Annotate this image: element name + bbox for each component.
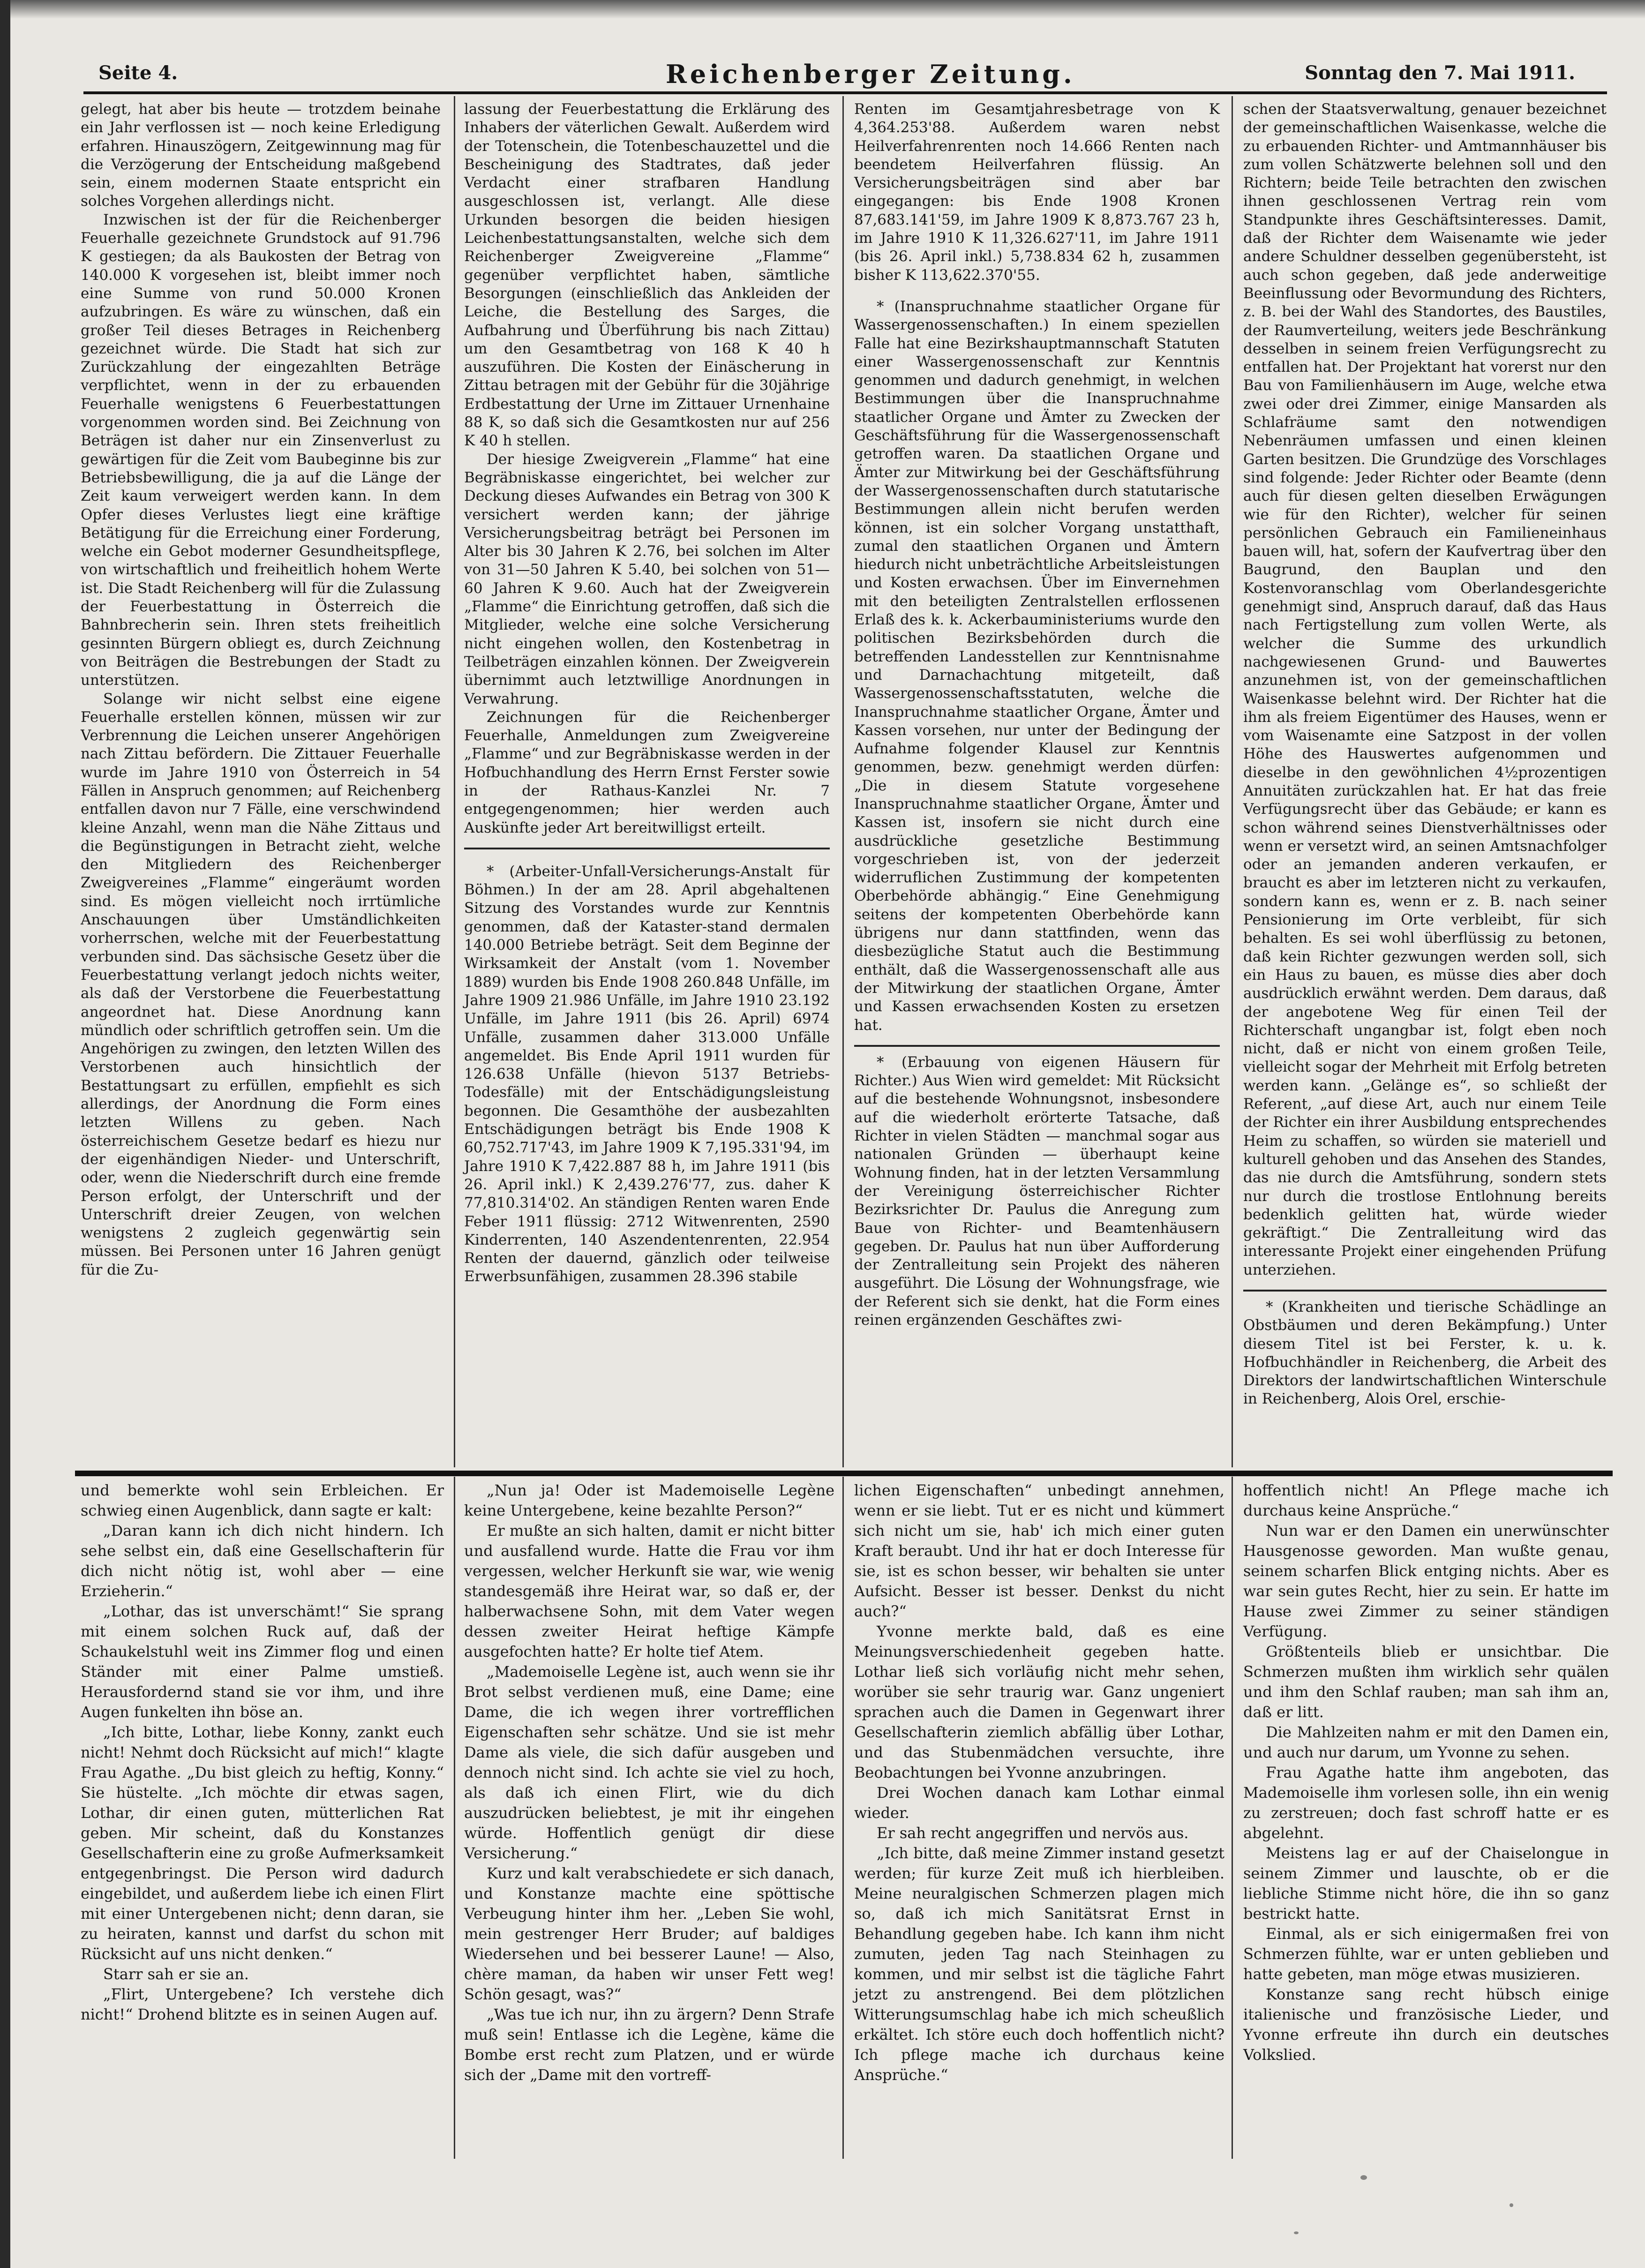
article-paragraph: * (Inanspruchnahme staatlicher Organe für Wassergenossenschaften.) In einem speziellen Falle hat eine Bezirkshauptmannschaft Statuten einer Wassergenossenschaft zur Kenntnis genommen und dadurch genehmigt, in welchen Bestimmungen über die Inanspruchnahme staatlicher Organe und Ämter zu Zwecken der Geschäftsführung für die Wassergenossenschaft getroffen waren. Da staatlichen Organe und Ämter zur Mitwirkung bei der Geschäftsführung der Wassergenossenschaften durch statutarische Bestimmungen allein nicht berufen werden können, ist ein solcher Vorgang unstatthaft, zumal den staatlichen Organen und Ämtern hiedurch nicht unbeträchtliche Arbeitsleistungen und Kosten erwachsen. Über im Einvernehmen mit den beteiligten Zentralstellen erflossenen Erlaß des k. k. Ackerbauministeriums wurde den politischen Bezirksbehörden durch die betreffenden Landesstellen zur Kenntnisnahme und Darnachachtung mitgeteilt, daß Wassergenossenschaftsstatuten, welche die Inanspruchnahme staatlicher Organe, Ämter und Kassen vorsehen, nur unter der Bedingung der Aufnahme folgender Klausel zur Kenntnis genommen, bezw. genehmigt werden dürfen: „Die in diesem Statute vorgesehene Inanspruchnahme staatlicher Organe, Ämter und Kassen ist, insofern sie nicht durch eine ausdrückliche gesetzliche Bestimmung vorgeschrieben ist, von der jederzeit widerruflichen Zustimmung der kompetenten Oberbehörde abhängig.“ Eine Genehmigung seitens der kompetenten Oberbehörde kann übrigens nur dann stattfinden, wenn das diesbezügliche Statut auch die Bestimmung enthält, daß die Wassergenossenschaft alle aus der Mitwirkung der staatlichen Organe, Ämter und Kassen erwachsenden Kosten zu ersetzen hat. — [854, 298, 1220, 1034]
novel-paragraph: Er mußte an sich halten, damit er nicht bitter und ausfallend wurde. Hatte die Frau vor ihm vergessen, welcher Herkunft sie war, wie wenig standesgemäß ihre Heirat war, so daß er, der halberwachsene Sohn, mit dem Vater wegen dessen zweiter Heirat heftige Kämpfe ausgefochten hatte? Er holte tief Atem. — [464, 1522, 834, 1660]
article-paragraph: Solange wir nicht selbst eine eigene Feuerhalle erstellen können, müssen wir zur Verbrennung die Leichen unserer Angehörigen nach Zittau befördern. Die Zittauer Feuerhalle wurde im Jahre 1910 von Österreich in 54 Fällen in Anspruch genommen; auf Reichenberg entfallen davon nur 7 Fälle, eine verschwindend kleine Anzahl, wenn man die Nähe Zittaus und die Begünstigungen in Betracht zieht, welche den Mitgliedern des Reichenberger Zweigvereines „Flamme“ eingeräumt worden sind. Es mögen vielleicht noch irrtümliche Anschauungen über Umständlichkeiten vorherrschen, welche mit der Feuerbestattung verbunden sind. Das sächsische Gesetz über die Feuerbestattung verlangt jedoch nichts weiter, als daß der Verstorbene die Feuerbestattung angeordnet hat. Diese Anordnung kann mündlich oder schriftlich getroffen sein. Um die Angehörigen zu zwingen, den letzten Willen des Verstorbenen auch hinsichtlich der Bestattungsart zu erfüllen, empfiehlt es sich allerdings, der Anordnung die Form eines letzten Willens zu geben. Nach österreichischem Gesetze bedarf es hiezu nur der eigenhändigen Nieder- und Unterschrift, oder, wenn die Niederschrift durch eine fremde Person erfolgt, der Unterschrift und der Unterschrift dreier Zeugen, von welchen wenigstens 2 zugleich gegenwärtig sein müssen. Bei Personen unter 16 Jahren genügt für die Zu- — [81, 690, 441, 1278]
novel-paragraph: Meistens lag er auf der Chaiselongue in seinem Zimmer und lauschte, ob er die liebliche Stimme nicht höre, die ihn so ganz bestrickt hatte. — [1243, 1844, 1609, 1923]
article-paragraph: Renten im Gesamtjahresbetrage von K 4,364.253'88. Außerdem waren nebst Heilverfahrenrenten noch 14.666 Renten nach beendetem Heilverfahren flüssig. An Versicherungsbeiträgen sind aber bar eingegangen: bis Ende 1908 Kronen 87,683.141'59, im Jahre 1909 K 8,873.767 23 h, im Jahre 1910 K 11,326.627'11, im Jahre 1911 (bis 26. April inkl.) 5,738.834 62 h, zusammen bisher K 113,622.370'55. — [854, 101, 1220, 284]
novel-paragraph: hoffentlich nicht! An Pflege mache ich durchaus keine Ansprüche.“ — [1243, 1481, 1609, 1519]
news-column-1 — [81, 100, 441, 1279]
novel-paragraph: „Daran kann ich dich nicht hindern. Ich sehe selbst ein, daß eine Gesellschafterin für dich nicht nötig ist, wohl aber — eine Erzieherin.“ — [81, 1522, 444, 1600]
scan-speck — [1360, 2175, 1367, 2180]
article-paragraph: Zeichnungen für die Reichenberger Feuerhalle, Anmeldungen zum Zweigvereine „Flamme“ und zur Begräbniskasse werden in der Hofbuchhandlung des Herrn Ernst Ferster sowie in der Rathaus-Kanzlei Nr. 7 entgegengenommen; hier werden auch Auskünfte jeder Art bereitwilligst erteilt. — [464, 708, 830, 836]
column-divider — [454, 96, 455, 1467]
page-header — [89, 57, 1580, 90]
novel-paragraph: Größtenteils blieb er unsichtbar. Die Schmerzen mußten ihm wirklich sehr quälen und ihm den Schlaf rauben; man sah ihm an, daß er litt. — [1243, 1643, 1609, 1721]
novel-column-3 — [854, 1480, 1224, 2085]
novel-paragraph: Nun war er den Damen ein unerwünschter Hausgenosse geworden. Man wußte genau, seinem scharfen Blick entging nichts. Aber es war sein gutes Recht, hier zu sein. Er hatte im Hause zwei Zimmer zu seiner ständigen Verfügung. — [1243, 1522, 1609, 1640]
novel-paragraph: „Ich bitte, Lothar, liebe Konny, zankt euch nicht! Nehmt doch Rücksicht auf mich!“ klagte Frau Agathe. „Du bist gleich zu heftig, Konny.“ Sie hüstelte. „Ich möchte dir etwas sagen, Lothar, dir einen guten, mütterlichen Rat geben. Mir scheint, daß du Konstanzes Gesellschafterin eine zu große Aufmerksamkeit entgegenbringst. Die Person wird dadurch eingebildet, und außerdem liebe ich einen Flirt mit einer Untergebenen nicht; denn daran, sie zu heiraten, kannst und darfst du schon mit Rücksicht auf uns nicht denken.“ — [81, 1723, 444, 1963]
feuilleton-rule — [75, 1471, 1613, 1476]
article-paragraph: * (Krankheiten und tierische Schädlinge an Obstbäumen und deren Bekämpfung.) Unter diesem Titel ist bei Ferster, k. u. k. Hofbuchhändler in Reichenberg, die Arbeit des Direktors der landwirtschaftlichen Winterschule in Reichenberg, Alois Orel, erschie- — [1243, 1299, 1607, 1408]
article-paragraph: Inzwischen ist der für die Reichenberger Feuerhalle gezeichnete Grundstock auf 91.796 K gestiegen; da als Baukosten der Betrag von 140.000 K vorgesehen ist, bleibt immer noch eine Summe von rund 50.000 Kronen aufzubringen. Es wäre zu wünschen, daß ein großer Teil dieses Betrages in Reichenberg gezeichnet würde. Die Stadt hat sich zur Zurückzahlung der eingezahlten Beträge verpflichtet, wenn in der zu erbauenden Feuerhalle wenigstens 6 Feuerbestattungen vorgenommen worden sind. Bei Zeichnung von Beträgen ist daher nur ein Zinsenverlust zu gewärtigen für die Zeit vom Baubeginne bis zur Betriebsbewilligung, die ja auf die Länge der Zeit kaum verweigert werden kann. In dem Opfer dieses Verlustes liegt eine kräftige Betätigung für die Erreichung einer Forderung, welche ein Gebot moderner Gesundheitspflege, von wirtschaftlich und freiheitlich hohem Werte ist. Die Stadt Reichenberg will für die Zulassung der Feuerbestattung in Österreich die Bahnbrecherin sein. Ihren stets freiheitlich gesinnten Bürgern obliegt es, durch Zeichnung von Beiträgen die Bestrebungen der Stadt zu unterstützen. — [81, 211, 441, 689]
header-rule — [83, 91, 1607, 94]
news-column-2 — [464, 100, 830, 1286]
novel-paragraph: Drei Wochen danach kam Lothar einmal wieder. — [854, 1784, 1224, 1822]
novel-column-2 — [464, 1480, 834, 2085]
novel-paragraph: Er sah recht angegriffen und nervös aus. — [877, 1824, 1189, 1842]
novel-paragraph: Frau Agathe hatte ihm angeboten, das Mademoiselle ihm vorlesen solle, ihn ein wenig zu zerstreuen; doch fast schroff hatte er es abgelehnt. — [1243, 1764, 1609, 1842]
article-paragraph: lassung der Feuerbestattung die Erklärung des Inhabers der väterlichen Gewalt. Außerdem wird der Totenschein, die Totenbeschauzettel und die Bescheinigung des Stadtrates, daß jeder Verdacht einer strafbaren Handlung ausgeschlossen ist, verlangt. Alle diese Urkunden besorgen die beiden hiesigen Leichenbestattungsanstalten, welche sich dem Reichenberger Zweigvereine „Flamme“ gegenüber verpflichtet haben, sämtliche Besorgungen (einschließlich das Ankleiden der Leiche, die Bestellung des Sarges, die Aufbahrung und Überführung bis nach Zittau) um den Gesamtbetrag von 168 K 40 h auszuführen. Die Kosten der Einäscherung in Zittau betragen mit der Gebühr für die 30jährige Erdbestattung der Urne im Zittauer Urnenhaine 88 K, so daß sich die Gesamtkosten nur auf 256 K 40 h stellen. — [464, 101, 830, 450]
article-separator — [854, 1045, 1220, 1047]
novel-paragraph: „Was tue ich nur, ihn zu ärgern? Denn Strafe muß sein! Entlasse ich die Legène, käme die Bombe erst recht zum Platzen, und er würde sich der „Dame mit den vortreff- — [464, 2005, 834, 2084]
novel-paragraph: „Nun ja! Oder ist Mademoiselle Legène keine Untergebene, keine bezahlte Person?“ — [464, 1481, 834, 1519]
page-number: Seite 4. — [98, 62, 178, 84]
novel-paragraph: „Ich bitte, daß meine Zimmer instand gesetzt werden; für kurze Zeit muß ich hierbleiben. Meine neuralgischen Schmerzen plagen mich so, daß ich mich Sanitätsrat Ernst in Behandlung gegeben habe. Ich kann ihm nicht zumuten, jeden Tag nach Steinhagen zu kommen, und mir selbst ist die tägliche Fahrt jetzt zu anstrengend. Bei dem plötzlichen Witterungsumschlag habe ich mich scheußlich erkältet. Ich störe euch doch hoffentlich nicht? Ich pflege mache ich durchaus keine Ansprüche.“ — [854, 1844, 1224, 2084]
article-paragraph: gelegt, hat aber bis heute — trotzdem beinahe ein Jahr verflossen ist — noch keine Erledigung erfahren. Hinauszögern, Zeitgewinnung mag für die Verzögerung der Entscheidung maßgebend sein, einem modernen Staate entspricht ein solches Vorgehen allerdings nicht. — [81, 101, 441, 210]
scan-shadow-top — [0, 0, 1645, 19]
news-column-4 — [1243, 100, 1607, 1409]
article-paragraph: * (Erbauung von eigenen Häusern für Richter.) Aus Wien wird gemeldet: Mit Rücksicht auf die bestehende Wohnungsnot, insbesondere auf die wiederholt erörterte Tatsache, daß Richter in vielen Städten — manchmal sogar aus nationalen Gründen — überhaupt keine Wohnung finden, hat in der letzten Versammlung der Vereinigung österreichischer Richter Bezirksrichter Dr. Paulus die Anregung zum Baue von Richter- und Beamtenhäusern gegeben. Dr. Paulus hat nun über Aufforderung der Zentralleitung sein Projekt des näheren ausgeführt. Die Lösung der Wohnungsfrage, wie der Referent sich sie denkt, hat die Form eines reinen ergänzenden Geschäftes zwi- — [854, 1053, 1220, 1329]
novel-paragraph: Die Mahlzeiten nahm er mit den Damen ein, und auch nur darum, um Yvonne zu sehen. — [1243, 1723, 1609, 1761]
column-divider — [1232, 1477, 1233, 2159]
issue-date: Sonntag den 7. Mai 1911. — [1305, 62, 1575, 84]
novel-paragraph: Kurz und kalt verabschiedete er sich danach, und Konstanze machte eine spöttische Verbeugung hinter ihm her. „Leben Sie wohl, mein gestrenger Herr Bruder; auf baldiges Wiedersehen und bei besserer Laune! — Also, chère maman, da haben wir unser Fett weg! Schön gesagt, was?“ — [464, 1864, 834, 2003]
article-separator — [464, 848, 830, 849]
novel-paragraph: „Flirt, Untergebene? Ich verstehe dich nicht!“ Drohend blitzte es in seinen Augen auf. — [81, 1985, 444, 2023]
column-divider — [454, 1477, 455, 2159]
article-separator — [1243, 1290, 1607, 1292]
novel-paragraph: Starr sah er sie an. — [103, 1965, 249, 1983]
novel-column-4 — [1243, 1480, 1609, 2065]
article-paragraph: schen der Staatsverwaltung, genauer bezeichnet der gemeinschaftlichen Waisenkasse, welche die zu erbauenden Richter- und Amtmannhäuser bis zum vollen Schätzwerte belehnen soll und den Richtern; beide Teile betrachten den zwischen ihnen geschlossenen Vertrag rein vom Standpunkte ihres Geschäftsinteresses. Damit, daß der Richter dem Waisenamte wie jeder andere Schuldner desselben gegenübersteht, ist auch schon gegeben, daß jede anderweitige Beeinflussung oder Bevormundung des Richters, z. B. bei der Wahl des Standortes, des Baustiles, der Raumverteilung, weiters jede Beschränkung desselben in seinem freien Verfügungsrecht zu entfallen hat. Der Projektant hat vorerst nur den Bau von Familienhäusern im Auge, welche etwa zwei oder drei Zimmer, einige Mansarden als Schlafräume samt den notwendigen Nebenräumen umfassen und einen kleinen Garten besitzen. Die Grundzüge des Vorschlages sind folgende: Jeder Richter oder Beamte (denn auch für diesen gelten dieselben Erwägungen wie für den Richter), welcher für seinen persönlichen Gebrauch ein Familieneinhaus bauen will, hat, sofern der Kaufvertrag über den Baugrund, den Bauplan und den Kostenvoranschlag vom Oberlandesgerichte genehmigt sind, Anspruch darauf, daß das Haus nach Fertigstellung zum vollen Werte, als welcher die Summe des urkundlich nachgewiesenen Grund- und Bauwertes anzunehmen ist, von der gemeinschaftlichen Waisenkasse belehnt wird. Der Richter hat die ihm als freiem Eigentümer des Hauses, wenn er vom Waisenamte eine Satzpost in der vollen Höhe des Hauswertes aufgenommen und dieselbe in den gewöhnlichen 4½prozentigen Annuitäten zurückzahlen hat. Er hat das freie Verfügungsrecht über das Gebäude; er kann es schon während seines Dienstverhältnisses oder wenn er versetzt wird, an seinen Amtsnachfolger oder an jemanden anderen verkaufen, er braucht es aber im letzteren nicht zu verkaufen, sondern kann es, wenn er z. B. nach seiner Pensionierung im Orte verbleibt, für sich behalten. Es sei wohl überflüssig zu betonen, daß kein Richter gezwungen werden soll, sich ein Haus zu bauen, es müsse dies aber doch ausdrücklich erwähnt werden. Dem daraus, daß der angebotene Weg für einen Teil der Richterschaft ungangbar ist, folgt eben noch nicht, daß er nicht von einem großen Teile, vielleicht sogar der Mehrheit mit Erfolg betreten werden kann. „Gelänge es“, so schließt der Referent, „auf diese Art, auch nur einem Teile der Richter ein ihrer Ausbildung entsprechendes Heim zu schaffen, so würden sie materiell und kulturell gehoben und das Ansehen des Standes, das nie durch die Amtsführung, sondern stets nur durch die trostlose Entlohnung bereits bedenklich gelitten hat, würde wieder gekräftigt.“ Die Zentralleitung wird das interessante Projekt einer eingehenden Prüfung unterziehen. — [1243, 101, 1607, 1278]
novel-column-1 — [81, 1480, 444, 2025]
article-paragraph: * (Arbeiter-Unfall-Versicherungs-Anstalt für Böhmen.) In der am 28. April abgehaltenen Sitzung des Vorstandes wurde zur Kenntnis genommen, daß der Kataster-stand dermalen 140.000 Betriebe beträgt. Seit dem Beginne der Wirksamkeit der Anstalt (vom 1. November 1889) wurden bis Ende 1908 260.848 Unfälle, im Jahre 1909 21.986 Unfälle, im Jahre 1910 23.192 Unfälle, im Jahre 1911 (bis 26. April) 6974 Unfälle, zusammen daher 313.000 Unfälle angemeldet. Bis Ende April 1911 wurden für 126.638 Unfälle (hievon 5137 Betriebs-Todesfälle) mit der Entschädigungsleistung begonnen. Die Gesamthöhe der ausbezahlten Entschädigungen beträgt bis Ende 1908 K 60,752.717'43, im Jahre 1909 K 7,195.331'94, im Jahre 1910 K 7,422.887 88 h, im Jahre 1911 (bis 26. April inkl.) K 2,439.276'77, zus. daher K 77,810.314'02. An ständigen Renten waren Ende Feber 1911 flüssig: 2712 Witwenrenten, 2590 Kinderrenten, 140 Aszendentenrenten, 22.954 Renten der dauernd, gänzlich oder teilweise Erwerbsunfähigen, zusammen 28.396 stabile — [464, 863, 830, 1285]
scan-speck — [1510, 2203, 1513, 2207]
column-divider — [1232, 96, 1233, 1467]
article-paragraph: Der hiesige Zweigverein „Flamme“ hat eine Begräbniskasse eingerichtet, bei welcher zur Deckung dieses Aufwandes ein Betrag von 300 K versichert werden kann; der jährige Versicherungsbeitrag beträgt bei Personen im Alter bis 30 Jahren K 2.76, bei solchen im Alter von 31—50 Jahren K 5.40, bei solchen von 51—60 Jahren K 9.60. Auch hat der Zweigverein „Flamme“ die Einrichtung getroffen, daß sich die Mitglieder, welche eine solche Versicherung nicht eingehen wollen, den Kostenbetrag in Teilbeträgen einzahlen können. Der Zweigverein übernimmt auch letztwillige Anordnungen in Verwahrung. — [464, 451, 830, 707]
column-divider — [842, 1477, 844, 2159]
novel-paragraph: Yvonne merkte bald, daß es eine Meinungsverschiedenheit gegeben hatte. Lothar ließ sich vorläufig nicht mehr sehen, worüber sie sehr traurig war. Ganz ungeniert sprachen auch die Damen in Gegenwart ihrer Gesellschafterin ziemlich abfällig über Lothar, und das Stubenmädchen versuchte, ihre Beobachtungen bei Yvonne anzubringen. — [854, 1622, 1224, 1781]
novel-paragraph: „Lothar, das ist unverschämt!“ Sie sprang mit einem solchen Ruck auf, daß der Schaukelstuhl weit ins Zimmer flog und einen Ständer mit einer Palme umstieß. Herausfordernd stand sie vor ihm, und ihre Augen funkelten ihn böse an. — [81, 1602, 444, 1721]
column-divider — [842, 96, 844, 1467]
novel-paragraph: lichen Eigenschaften“ unbedingt annehmen, wenn er sie liebt. Tut er es nicht und kümmert sich nicht um sie, hab' ich mich einer guten Kraft beraubt. Und ihr hat er doch Interesse für sie, ist es schon besser, wir behalten sie unter Aufsicht. Besser ist besser. Denkst du nicht auch?“ — [854, 1481, 1224, 1620]
novel-paragraph: Konstanze sang recht hübsch einige italienische und französische Lieder, und Yvonne erfreute ihn durch ein deutsches Volkslied. — [1243, 1985, 1609, 2064]
novel-paragraph: und bemerkte wohl sein Erbleichen. Er schwieg einen Augenblick, dann sagte er kalt: — [81, 1481, 444, 1519]
news-column-3 — [854, 100, 1220, 1329]
scan-speck — [1294, 2231, 1299, 2234]
newspaper-title: Reichenberger Zeitung. — [666, 59, 1075, 89]
scan-shadow-left — [0, 0, 10, 2268]
novel-paragraph: Einmal, als er sich einigermaßen frei von Schmerzen fühlte, war er unten geblieben und hatte gebeten, man möge etwas musizieren. — [1243, 1925, 1609, 1983]
novel-paragraph: „Mademoiselle Legène ist, auch wenn sie ihr Brot selbst verdienen muß, eine Dame; eine Dame, die ich wegen ihrer vortrefflichen Eigenschaften sehr schätze. Und sie ist mehr Dame als viele, die sich dafür ausgeben und dennoch nicht sind. Ich achte sie viel zu hoch, als daß ich einen Flirt, wie du dich auszudrücken beliebtest, je mit ihr eingehen würde. Hoffentlich genügt dir diese Versicherung.“ — [464, 1663, 834, 1862]
